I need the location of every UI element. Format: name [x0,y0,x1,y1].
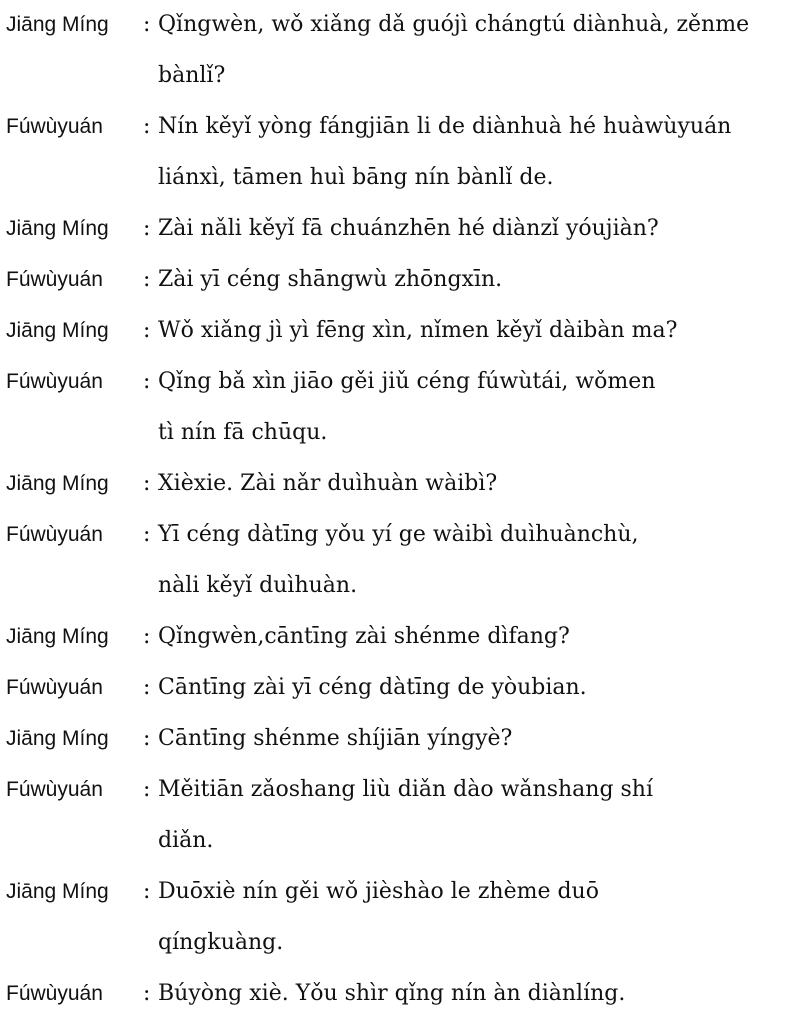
dialogue-turn [0,367,806,445]
speaker-name: Jiāng Míng [6,319,109,342]
dialogue-line: nàli kěyǐ duìhuàn. [158,573,358,598]
dialogue-line: Cāntīng zài yī céng dàtīng de yòubian. [158,675,587,700]
dialogue-line: tì nín fā chūqu. [158,420,328,445]
speaker-name: Fúwùyuán [6,115,103,138]
dialogue-turn [0,520,806,598]
dialogue-turn [0,622,806,649]
dialogue-line: Yī céng dàtīng yǒu yí ge wàibì duìhuànchù, [158,522,639,547]
speaker-colon: : [143,318,151,343]
dialogue-turn [0,724,806,751]
speaker-name: Fúwùyuán [6,676,103,699]
speaker-colon: : [143,981,151,1006]
dialogue-line: Duōxiè nín gěi wǒ jièshào le zhème duō [158,879,599,904]
speaker-name: Fúwùyuán [6,778,103,801]
dialogue-turn [0,877,806,955]
dialogue-line: Zài yī céng shāngwù zhōngxīn. [158,267,503,292]
speaker-colon: : [143,12,151,37]
line-segment: Qǐngwèn, wǒ xiǎng dǎ guójì chángtú diànhuà, zěnme [158,12,750,37]
speaker-colon: : [143,879,151,904]
speaker-name: Jiāng Míng [6,472,109,495]
speaker-colon: : [143,114,151,139]
speaker-colon: : [143,522,151,547]
speaker-colon: : [143,777,151,802]
dialogue-line: diǎn. [158,828,214,853]
dialogue-turn [0,316,806,343]
dialogue-line: Zài nǎli kěyǐ fā chuánzhēn hé diànzǐ yóujiàn? [158,216,659,241]
speaker-colon: : [143,216,151,241]
speaker-name: Fúwùyuán [6,523,103,546]
speaker-name: Jiāng Míng [6,625,109,648]
dialogue-line: Qǐngwèn,cāntīng zài shénme dìfang? [158,624,570,649]
dialogue-turn [0,214,806,241]
dialogue-line: Nín kěyǐ yòng fángjiān li de diànhuà hé huàwùyuán [158,114,732,139]
speaker-name: Jiāng Míng [6,727,109,750]
dialogue-turn [0,469,806,496]
dialogue-line: bànlǐ? [158,63,226,88]
dialogue-line: liánxì, tāmen huì bāng nín bànlǐ de. [158,165,554,190]
speaker-name: Fúwùyuán [6,370,103,393]
dialogue-line: Měitiān zǎoshang liù diǎn dào wǎnshang shí [158,777,654,802]
speaker-colon: : [143,267,151,292]
speaker-name: Jiāng Míng [6,13,109,36]
dialogue-turn [0,10,806,88]
speaker-colon: : [143,369,151,394]
dialogue-turn [0,979,806,1006]
dialogue-turn [0,112,806,190]
dialogue-line: Cāntīng shénme shíjiān yíngyè? [158,726,513,751]
dialogue-line: Qǐng bǎ xìn jiāo gěi jiǔ céng fúwùtái, wǒmen [158,369,656,394]
speaker-name: Fúwùyuán [6,268,103,291]
speaker-colon: : [143,471,151,496]
speaker-colon: : [143,624,151,649]
speaker-colon: : [143,726,151,751]
dialogue-line: Wǒ xiǎng jì yì fēng xìn, nǐmen kěyǐ dàibàn ma? [158,318,678,343]
dialogue-line: Búyòng xiè. Yǒu shìr qǐng nín àn diànlíng. [158,981,626,1006]
speaker-name: Fúwùyuán [6,982,103,1005]
dialogue-turn [0,775,806,853]
dialogue-line [158,10,749,40]
dialogue-line: Xièxie. Zài nǎr duìhuàn wàibì? [158,471,498,496]
dialogue-turn [0,673,806,700]
dialogue-line: qíngkuàng. [158,930,284,955]
dialogue-turn [0,265,806,292]
speaker-name: Jiāng Míng [6,217,109,240]
speaker-colon: : [143,675,151,700]
speaker-name: Jiāng Míng [6,880,109,903]
